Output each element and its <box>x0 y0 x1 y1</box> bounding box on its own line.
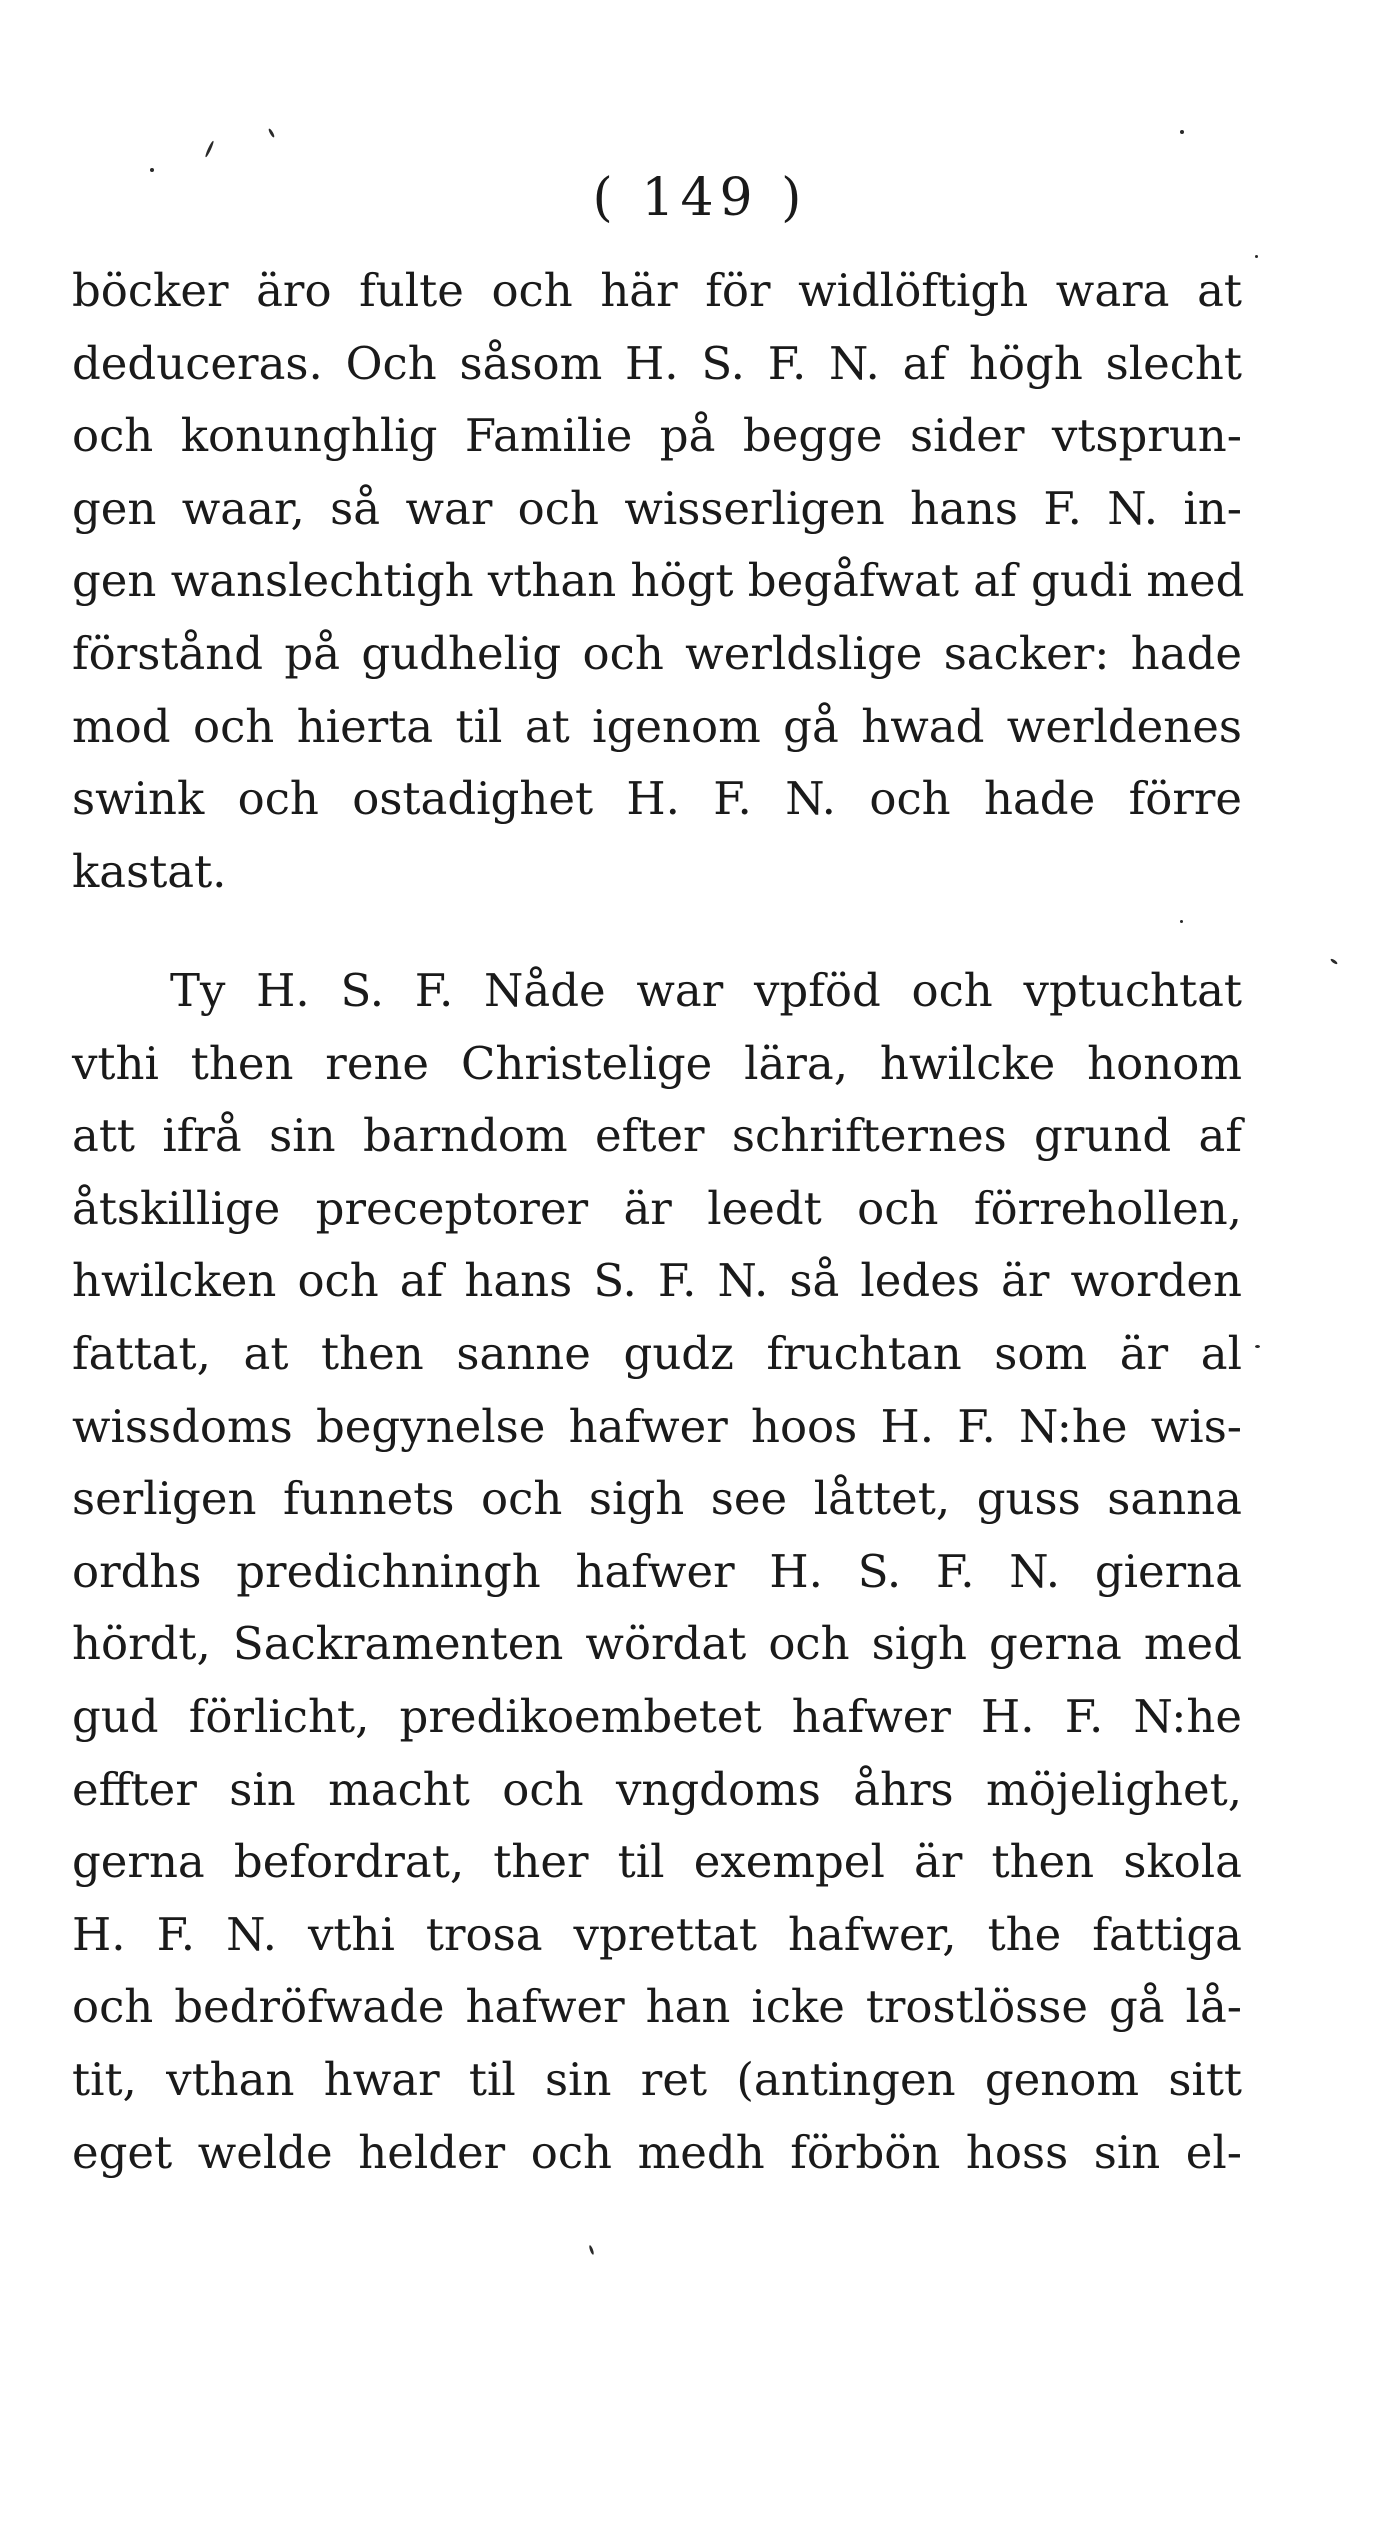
text-line: förstånd på gudhelig och werldslige sacker: hade <box>72 626 1242 680</box>
text-line: hwilcken och af hans S. F. N. så ledes är worden <box>72 1254 1242 1308</box>
text-line: vthi then rene Christelige lära, hwilcke honom <box>72 1036 1242 1090</box>
scan-speck <box>588 2245 594 2255</box>
paragraph-2 <box>72 955 1242 2189</box>
text-line: åtskillige preceptorer är leedt och förrehollen, <box>72 1181 1242 1235</box>
text-line: att ifrå sin barndom efter schrifternes grund af <box>72 1109 1242 1163</box>
scan-speck <box>1255 255 1258 258</box>
text-line: gerna befordrat, ther til exempel är then skola <box>72 1835 1242 1889</box>
text-line: kastat. <box>72 844 227 898</box>
text-line: och konunghlig Familie på begge sider vtsprun- <box>72 409 1242 463</box>
scan-speck <box>204 140 214 158</box>
text-line: tit, vthan hwar til sin ret (antingen genom sitt <box>72 2052 1242 2106</box>
text-line: serligen funnets och sigh see låttet, guss sanna <box>72 1472 1242 1526</box>
text-line: swink och ostadighet H. F. N. och hade förre <box>72 772 1242 826</box>
text-line: ordhs predichningh hafwer H. S. F. N. gierna <box>72 1544 1242 1598</box>
scan-speck <box>150 168 154 172</box>
scan-speck <box>1330 958 1338 965</box>
text-line: Ty H. S. F. Nåde war vpföd och vptuchtat <box>170 964 1242 1017</box>
text-line: gen wanslechtigh vthan högt begåfwat af gudi med <box>72 554 1245 608</box>
text-line: H. F. N. vthi trosa vprettat hafwer, the fattiga <box>72 1907 1242 1961</box>
text-line: mod och hierta til at igenom gå hwad werldenes <box>72 699 1242 753</box>
text-line: hördt, Sackramenten wördat och sigh gerna med <box>72 1617 1242 1671</box>
text-line: effter sin macht och vngdoms åhrs möjelighet, <box>72 1762 1242 1816</box>
text-line: wissdoms begynelse hafwer hoos H. F. N:he wis- <box>72 1399 1242 1453</box>
text-line: böcker äro fulte och här för widlöftigh wara at <box>72 264 1242 317</box>
text-line: gud förlicht, predikoembetet hafwer H. F. N:he <box>72 1689 1242 1743</box>
text-line: deduceras. Och såsom H. S. F. N. af högh slecht <box>72 336 1242 390</box>
scan-speck <box>1255 1345 1260 1348</box>
text-line: och bedröfwade hafwer han icke trostlösse gå lå- <box>72 1980 1242 2034</box>
text-line: fattat, at then sanne gudz fruchtan som är al <box>72 1326 1242 1380</box>
scan-speck <box>268 128 276 138</box>
text-line: gen waar, så war och wisserligen hans F. N. in- <box>72 481 1242 535</box>
page-number: ( 149 ) <box>592 168 808 228</box>
paragraph-1 <box>72 255 1245 908</box>
scan-speck <box>1180 920 1183 923</box>
text-line: eget welde helder och medh förbön hoss sin el- <box>72 2125 1242 2179</box>
scan-speck <box>1180 130 1184 134</box>
